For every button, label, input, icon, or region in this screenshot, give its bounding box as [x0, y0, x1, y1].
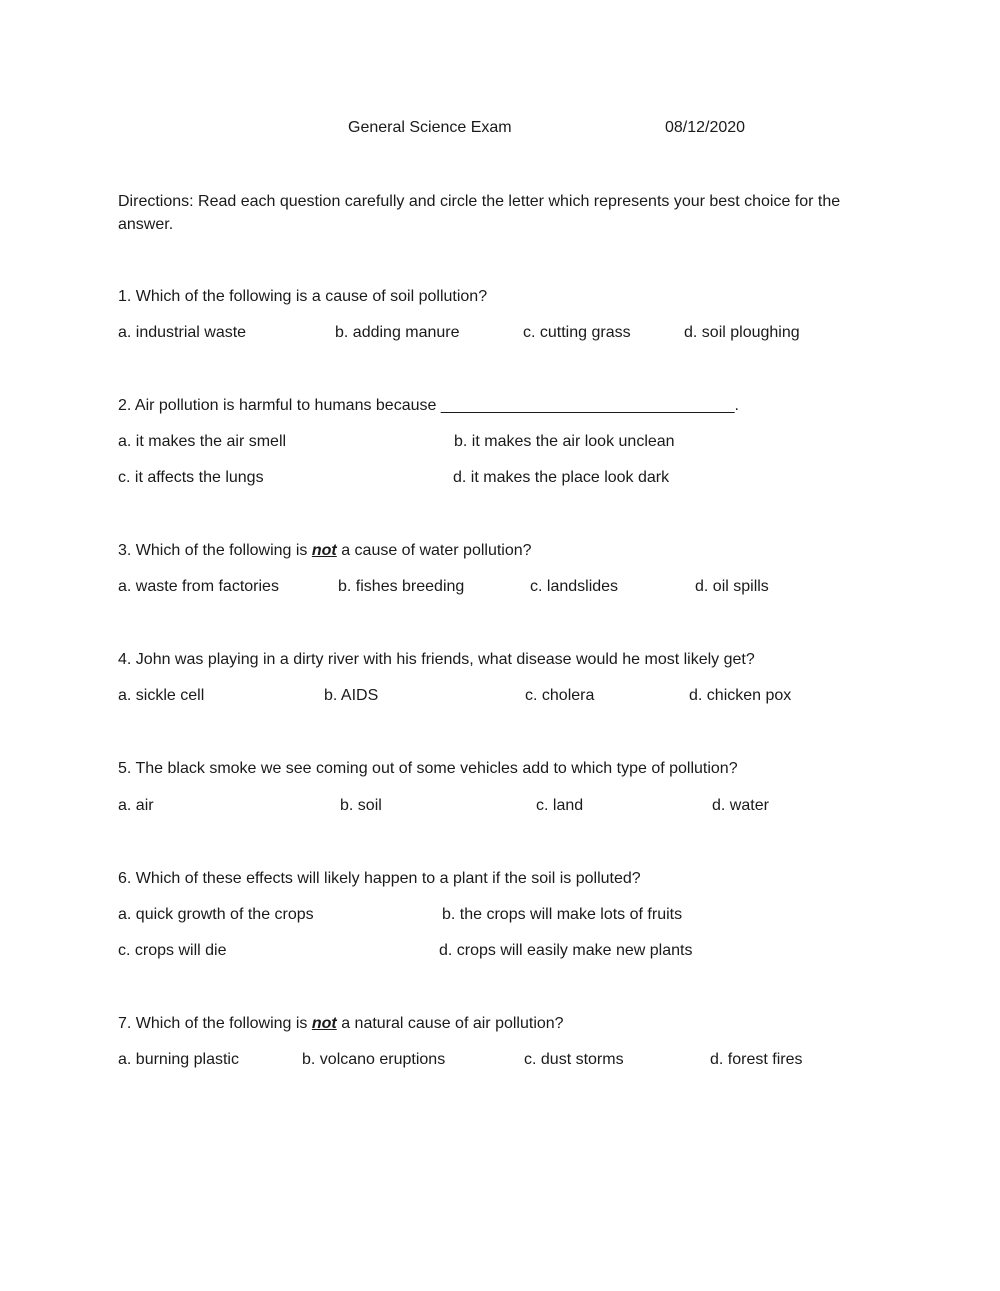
- question-3-text-start: 3. Which of the following is: [118, 542, 312, 559]
- question-7-text-end: a natural cause of air pollution?: [336, 1015, 564, 1032]
- q5-option-a: a. air: [118, 797, 154, 814]
- q6-option-c: c. crops will die: [118, 942, 227, 959]
- question-4: 4. John was playing in a dirty river with his friends, what disease would he most likely get?: [118, 651, 755, 668]
- q7-option-b: b. volcano eruptions: [302, 1051, 446, 1068]
- q4-option-d: d. chicken pox: [689, 687, 792, 704]
- exam-title: General Science Exam: [348, 119, 512, 136]
- q2-option-c: c. it affects the lungs: [118, 469, 264, 486]
- q3-option-d: d. oil spills: [695, 578, 769, 595]
- q2-option-b: b. it makes the air look unclean: [454, 433, 675, 450]
- question-1: 1. Which of the following is a cause of soil pollution?: [118, 288, 488, 305]
- q2-option-d: d. it makes the place look dark: [453, 469, 670, 486]
- q4-option-c: c. cholera: [525, 687, 595, 704]
- q6-option-a: a. quick growth of the crops: [118, 906, 314, 923]
- question-2: 2. Air pollution is harmful to humans because _________________________________.: [118, 397, 739, 414]
- q5-option-c: c. land: [536, 797, 584, 814]
- q3-option-c: c. landslides: [530, 578, 619, 595]
- exam-date: 08/12/2020: [665, 119, 746, 136]
- q4-option-b: b. AIDS: [324, 687, 379, 704]
- q3-option-b: b. fishes breeding: [338, 578, 465, 595]
- question-7-text-start: 7. Which of the following is: [118, 1015, 312, 1032]
- question-5: 5. The black smoke we see coming out of some vehicles add to which type of pollution?: [118, 760, 738, 777]
- q2-option-a: a. it makes the air smell: [118, 433, 287, 450]
- q1-option-a: a. industrial waste: [118, 324, 247, 341]
- q6-option-d: d. crops will easily make new plants: [439, 942, 693, 959]
- directions-text: Directions: Read each question carefully and circle the letter which represents your best choice for the answer.: [118, 193, 841, 233]
- q5-option-d: d. water: [712, 797, 769, 814]
- question-3-text-end: a cause of water pollution?: [336, 542, 532, 559]
- q4-option-a: a. sickle cell: [118, 687, 205, 704]
- question-3-emphasis: not: [311, 542, 337, 559]
- q5-option-b: b. soil: [340, 797, 382, 814]
- q3-option-a: a. waste from factories: [118, 578, 279, 595]
- question-6: 6. Which of these effects will likely happen to a plant if the soil is polluted?: [118, 870, 641, 887]
- q6-option-b: b. the crops will make lots of fruits: [442, 906, 683, 923]
- q7-option-a: a. burning plastic: [118, 1051, 239, 1068]
- q1-option-b: b. adding manure: [335, 324, 460, 341]
- question-3: [118, 541, 532, 561]
- q7-option-d: d. forest fires: [710, 1051, 803, 1068]
- question-7: [118, 1014, 564, 1034]
- q7-option-c: c. dust storms: [524, 1051, 624, 1068]
- q1-option-d: d. soil ploughing: [684, 324, 800, 341]
- question-7-emphasis: not: [311, 1015, 337, 1032]
- q1-option-c: c. cutting grass: [523, 324, 631, 341]
